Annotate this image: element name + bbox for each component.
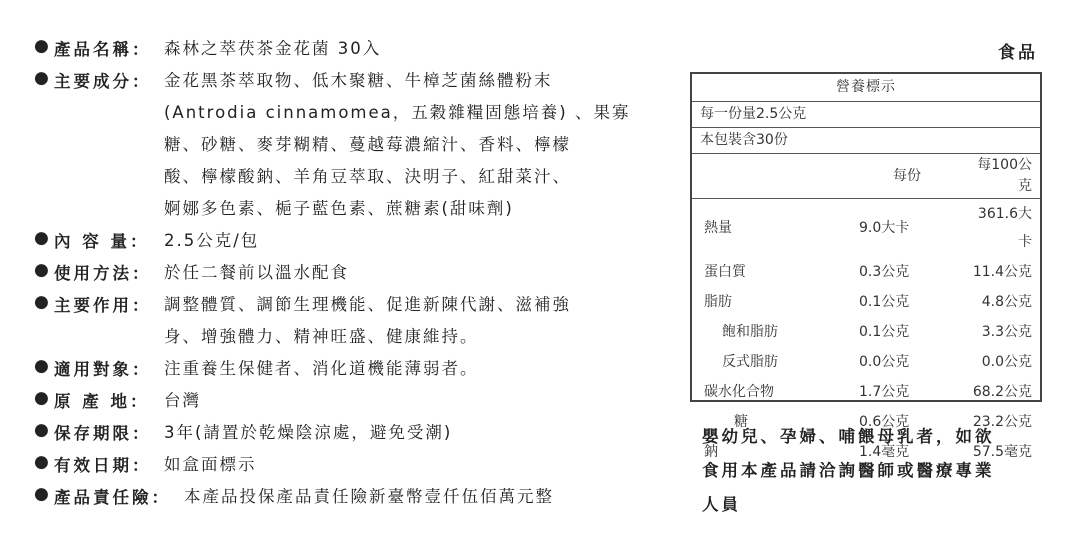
bullet-icon: ● (34, 228, 51, 248)
nutrient-per-100g: 3.3公克 (981, 324, 1032, 340)
spec-label: 有效日期： (54, 456, 152, 475)
nutrient-per-serving: 0.6公克 (859, 414, 910, 430)
spec-value-line: 糖、砂糖、麥芽糊精、蔓越莓濃縮汁、香料、檸檬 (164, 135, 571, 154)
bullet-icon: ● (34, 68, 51, 88)
spec-value-line: 金花黑茶萃取物、低木聚糖、牛樟芝菌絲體粉末 (164, 71, 553, 90)
nutrition-row (692, 287, 1040, 317)
col-per-serving: 每份 (845, 154, 970, 199)
spec-value: 本產品投保產品責任險新臺幣壹仟伍佰萬元整 (184, 487, 554, 506)
spec-value: 3年(請置於乾燥陰涼處，避免受潮) (164, 423, 453, 442)
spec-label: 適用對象： (54, 360, 152, 379)
warning-line: 人員 (702, 495, 741, 514)
spec-row-net-content (34, 228, 674, 260)
spec-row-function (34, 292, 674, 356)
nutrition-row (692, 317, 1040, 347)
nutrient-per-100g: 57.5毫克 (972, 444, 1032, 460)
spec-row-insurance (34, 484, 674, 516)
spec-value: 2.5公克/包 (164, 231, 260, 250)
nutrition-row (692, 257, 1040, 287)
nutrition-header-row (692, 154, 1040, 199)
nutrient-per-100g: 23.2公克 (972, 414, 1032, 430)
spec-label: 主要成分： (54, 72, 152, 91)
product-spec-list (34, 36, 674, 516)
nutrient-name: 蛋白質 (704, 264, 746, 280)
nutrient-per-100g: 11.4公克 (972, 264, 1032, 280)
nutrient-per-serving: 1.4毫克 (859, 444, 910, 460)
warning-text (702, 420, 1048, 522)
spec-value-line: 酸、檸檬酸鈉、羊角豆萃取、決明子、紅甜菜汁、 (164, 167, 571, 186)
nutrient-per-100g: 4.8公克 (981, 294, 1032, 310)
nutrient-per-serving: 9.0大卡 (859, 220, 910, 236)
warning-line: 食用本產品請洽詢醫師或醫療專業 (702, 461, 995, 480)
nutrition-title: 營養標示 (692, 74, 1040, 102)
nutrient-per-serving: 0.1公克 (859, 294, 910, 310)
nutrition-row (692, 347, 1040, 377)
nutrition-header-blank (692, 154, 845, 199)
nutrient-per-100g: 361.6大卡 (977, 206, 1032, 250)
spec-label: 保存期限： (54, 424, 152, 443)
spec-row-shelf-life (34, 420, 674, 452)
nutrient-name: 飽和脂肪 (722, 324, 778, 340)
spec-value-line: 身、增強體力、精神旺盛、健康維持。 (164, 327, 479, 346)
nutrition-row (692, 199, 1040, 258)
nutrient-per-serving: 1.7公克 (859, 384, 910, 400)
spec-row-usage (34, 260, 674, 292)
spec-row-ingredients (34, 68, 674, 228)
nutrient-per-serving: 0.0公克 (859, 354, 910, 370)
product-type-label: 食品 (998, 43, 1038, 63)
warning-line: 嬰幼兒、孕婦、哺餵母乳者，如欲 (702, 427, 995, 446)
nutrient-name: 糖 (734, 414, 748, 430)
nutrient-name: 熱量 (704, 220, 732, 236)
bullet-icon: ● (34, 484, 51, 504)
spec-row-expiry (34, 452, 674, 484)
spec-label: 使用方法： (54, 264, 152, 283)
bullet-icon: ● (34, 260, 51, 280)
nutrient-per-100g: 68.2公克 (972, 384, 1032, 400)
bullet-icon: ● (34, 36, 51, 56)
serving-size: 每一份量2.5公克 (692, 102, 1040, 128)
nutrient-name: 鈉 (704, 444, 718, 460)
bullet-icon: ● (34, 452, 51, 472)
spec-row-target (34, 356, 674, 388)
spec-value-line: (Antrodia cinnamomea，五穀雜糧固態培養) 、果寡 (164, 103, 631, 122)
servings-per-package: 本包裝含30份 (692, 128, 1040, 154)
nutrient-per-serving: 0.1公克 (859, 324, 910, 340)
spec-label: 產品名稱： (54, 40, 152, 59)
spec-value: 台灣 (164, 391, 201, 410)
spec-label: 產品責任險： (54, 488, 171, 507)
spec-label: 原 產 地： (54, 392, 150, 411)
bullet-icon: ● (34, 356, 51, 376)
spec-label: 主要作用： (54, 296, 152, 315)
spec-value: 如盒面標示 (164, 455, 257, 474)
bullet-icon: ● (34, 292, 51, 312)
nutrient-name: 脂肪 (704, 294, 732, 310)
nutrient-per-100g: 0.0公克 (981, 354, 1032, 370)
bullet-icon: ● (34, 388, 51, 408)
spec-value-line: 調整體質、調節生理機能、促進新陳代謝、滋補強 (164, 295, 571, 314)
spec-value: 森林之萃茯茶金花菌 30入 (164, 39, 382, 58)
nutrient-per-serving: 0.3公克 (859, 264, 910, 280)
nutrient-name: 反式脂肪 (722, 354, 778, 370)
spec-row-origin (34, 388, 674, 420)
spec-value: 於任二餐前以溫水配食 (164, 263, 349, 282)
nutrition-row (692, 377, 1040, 407)
bullet-icon: ● (34, 420, 51, 440)
spec-row-name (34, 36, 674, 68)
spec-label: 內 容 量： (54, 232, 150, 251)
spec-value-line: 婀娜多色素、梔子藍色素、蔗糖素(甜味劑) (164, 199, 514, 218)
spec-value: 注重養生保健者、消化道機能薄弱者。 (164, 359, 479, 378)
col-per-100g: 每100公克 (970, 154, 1040, 199)
nutrient-name: 碳水化合物 (704, 384, 774, 400)
